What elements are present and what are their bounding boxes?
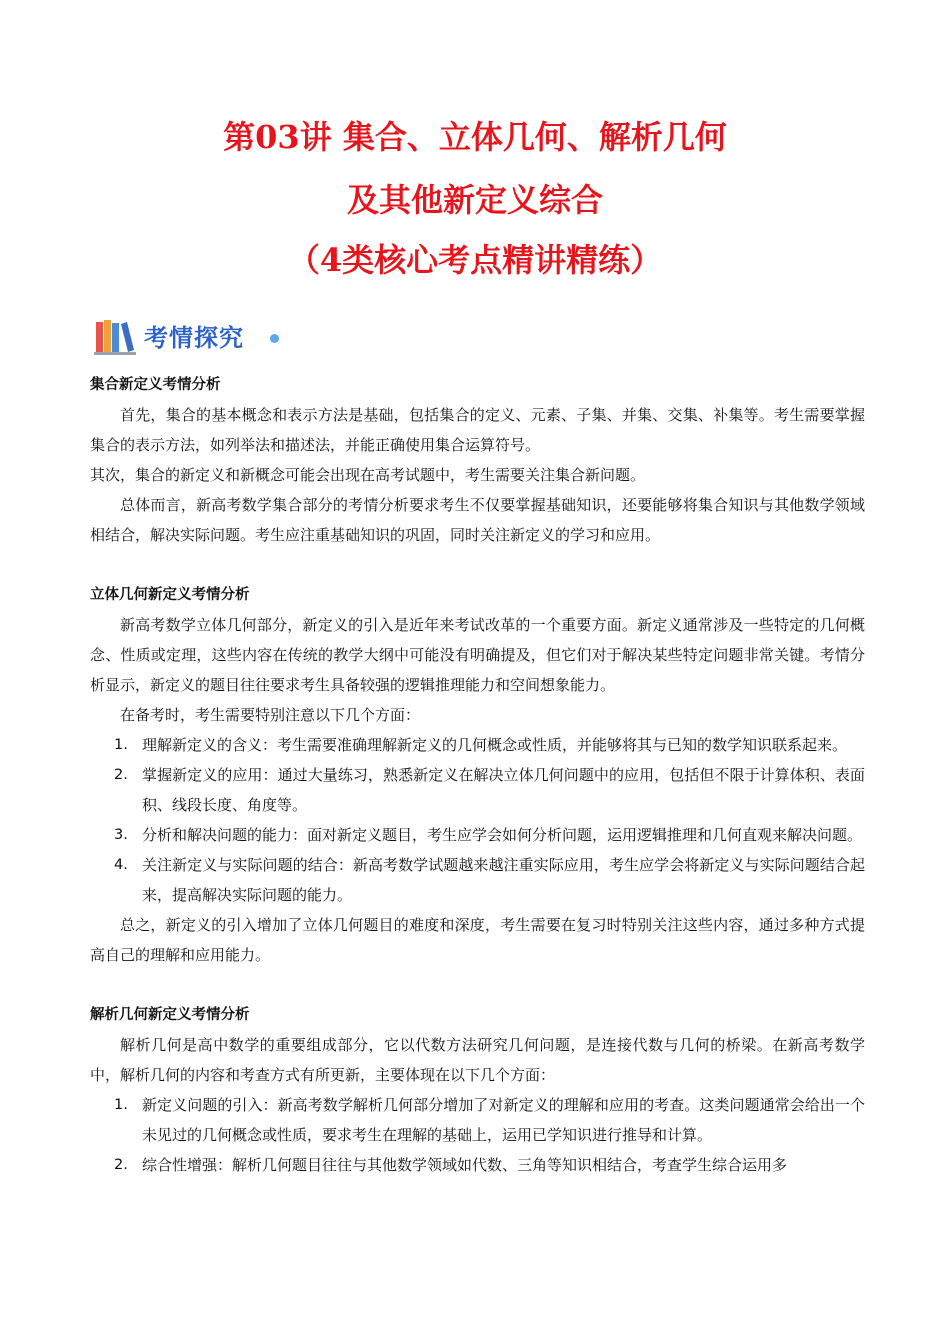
paragraph: 其次，集合的新定义和新概念可能会出现在高考试题中，考生需要关注集合新问题。 <box>90 466 646 484</box>
numbered-list <box>90 730 865 910</box>
badge-label: 考情探究 <box>144 324 244 352</box>
section-badge <box>90 314 290 358</box>
section-heading-solid: 立体几何新定义考情分析 <box>90 587 250 603</box>
list-item <box>90 1150 865 1180</box>
list-item <box>90 730 865 760</box>
list-number: 1. <box>114 1097 128 1113</box>
title-line-2: 及其他新定义综合 <box>346 181 603 219</box>
badge-dot <box>270 334 279 343</box>
list-item <box>90 1090 865 1150</box>
list-text: 理解新定义的含义：考生需要准确理解新定义的几何概念或性质，并能够将其与已知的数学知识联系起来。 <box>142 736 848 754</box>
list-number: 1. <box>114 737 128 753</box>
numbered-list <box>90 1090 865 1180</box>
paragraph: 首先，集合的基本概念和表示方法是基础，包括集合的定义、元素、子集、并集、交集、补集等。考生需要掌握集合的表示方法，如列举法和描述法，并能正确使用集合运算符号。 <box>90 406 865 454</box>
section-heading-analytic: 解析几何新定义考情分析 <box>90 1007 250 1023</box>
books-icon <box>94 316 138 356</box>
title-line-1: 第03讲 集合、立体几何、解析几何 <box>223 118 727 156</box>
paragraph: 在备考时，考生需要特别注意以下几个方面： <box>120 706 421 724</box>
paragraph: 新高考数学立体几何部分，新定义的引入是近年来考试改革的一个重要方面。新定义通常涉及一些特定的几何概念、性质或定理，这些内容在传统的教学大纲中可能没有明确提及，但它们对于解决某些特定问题非常关键。考情分析显示，新定义的题目往往要求考生具备较强的逻辑推理能力和空间想象能力。 <box>90 616 865 694</box>
section-heading-set: 集合新定义考情分析 <box>90 377 221 393</box>
list-text: 掌握新定义的应用：通过大量练习，熟悉新定义在解决立体几何问题中的应用，包括但不限于计算体积、表面积、线段长度、角度等。 <box>142 766 865 814</box>
paragraph: 总体而言，新高考数学集合部分的考情分析要求考生不仅要掌握基础知识，还要能够将集合知识与其他数学领域相结合，解决实际问题。考生应注重基础知识的巩固，同时关注新定义的学习和应用。 <box>90 496 865 544</box>
list-number: 4. <box>114 857 128 873</box>
paragraph: 总之，新定义的引入增加了立体几何题目的难度和深度，考生需要在复习时特别关注这些内容，通过多种方式提高自己的理解和应用能力。 <box>90 916 865 964</box>
list-text: 新定义问题的引入：新高考数学解析几何部分增加了对新定义的理解和应用的考查。这类问题通常会给出一个未见过的几何概念或性质，要求考生在理解的基础上，运用已学知识进行推导和计算。 <box>142 1096 865 1144</box>
list-item <box>90 760 865 820</box>
document-body <box>90 370 865 1180</box>
list-number: 3. <box>114 827 128 843</box>
paragraph: 解析几何是高中数学的重要组成部分，它以代数方法研究几何问题，是连接代数与几何的桥梁。在新高考数学中，解析几何的内容和考查方式有所更新，主要体现在以下几个方面： <box>90 1036 865 1084</box>
list-item <box>90 820 865 850</box>
list-number: 2. <box>114 767 128 783</box>
list-text: 综合性增强：解析几何题目往往与其他数学领域如代数、三角等知识相结合，考查学生综合运用多 <box>142 1156 788 1174</box>
list-item <box>90 850 865 910</box>
title-line-3: （4类核心考点精讲精练） <box>287 241 663 279</box>
list-text: 关注新定义与实际问题的结合：新高考数学试题越来越注重实际应用，考生应学会将新定义与实际问题结合起来，提高解决实际问题的能力。 <box>142 856 865 904</box>
list-number: 2. <box>114 1157 128 1173</box>
list-text: 分析和解决问题的能力：面对新定义题目，考生应学会如何分析问题，运用逻辑推理和几何直观来解决问题。 <box>142 826 863 844</box>
